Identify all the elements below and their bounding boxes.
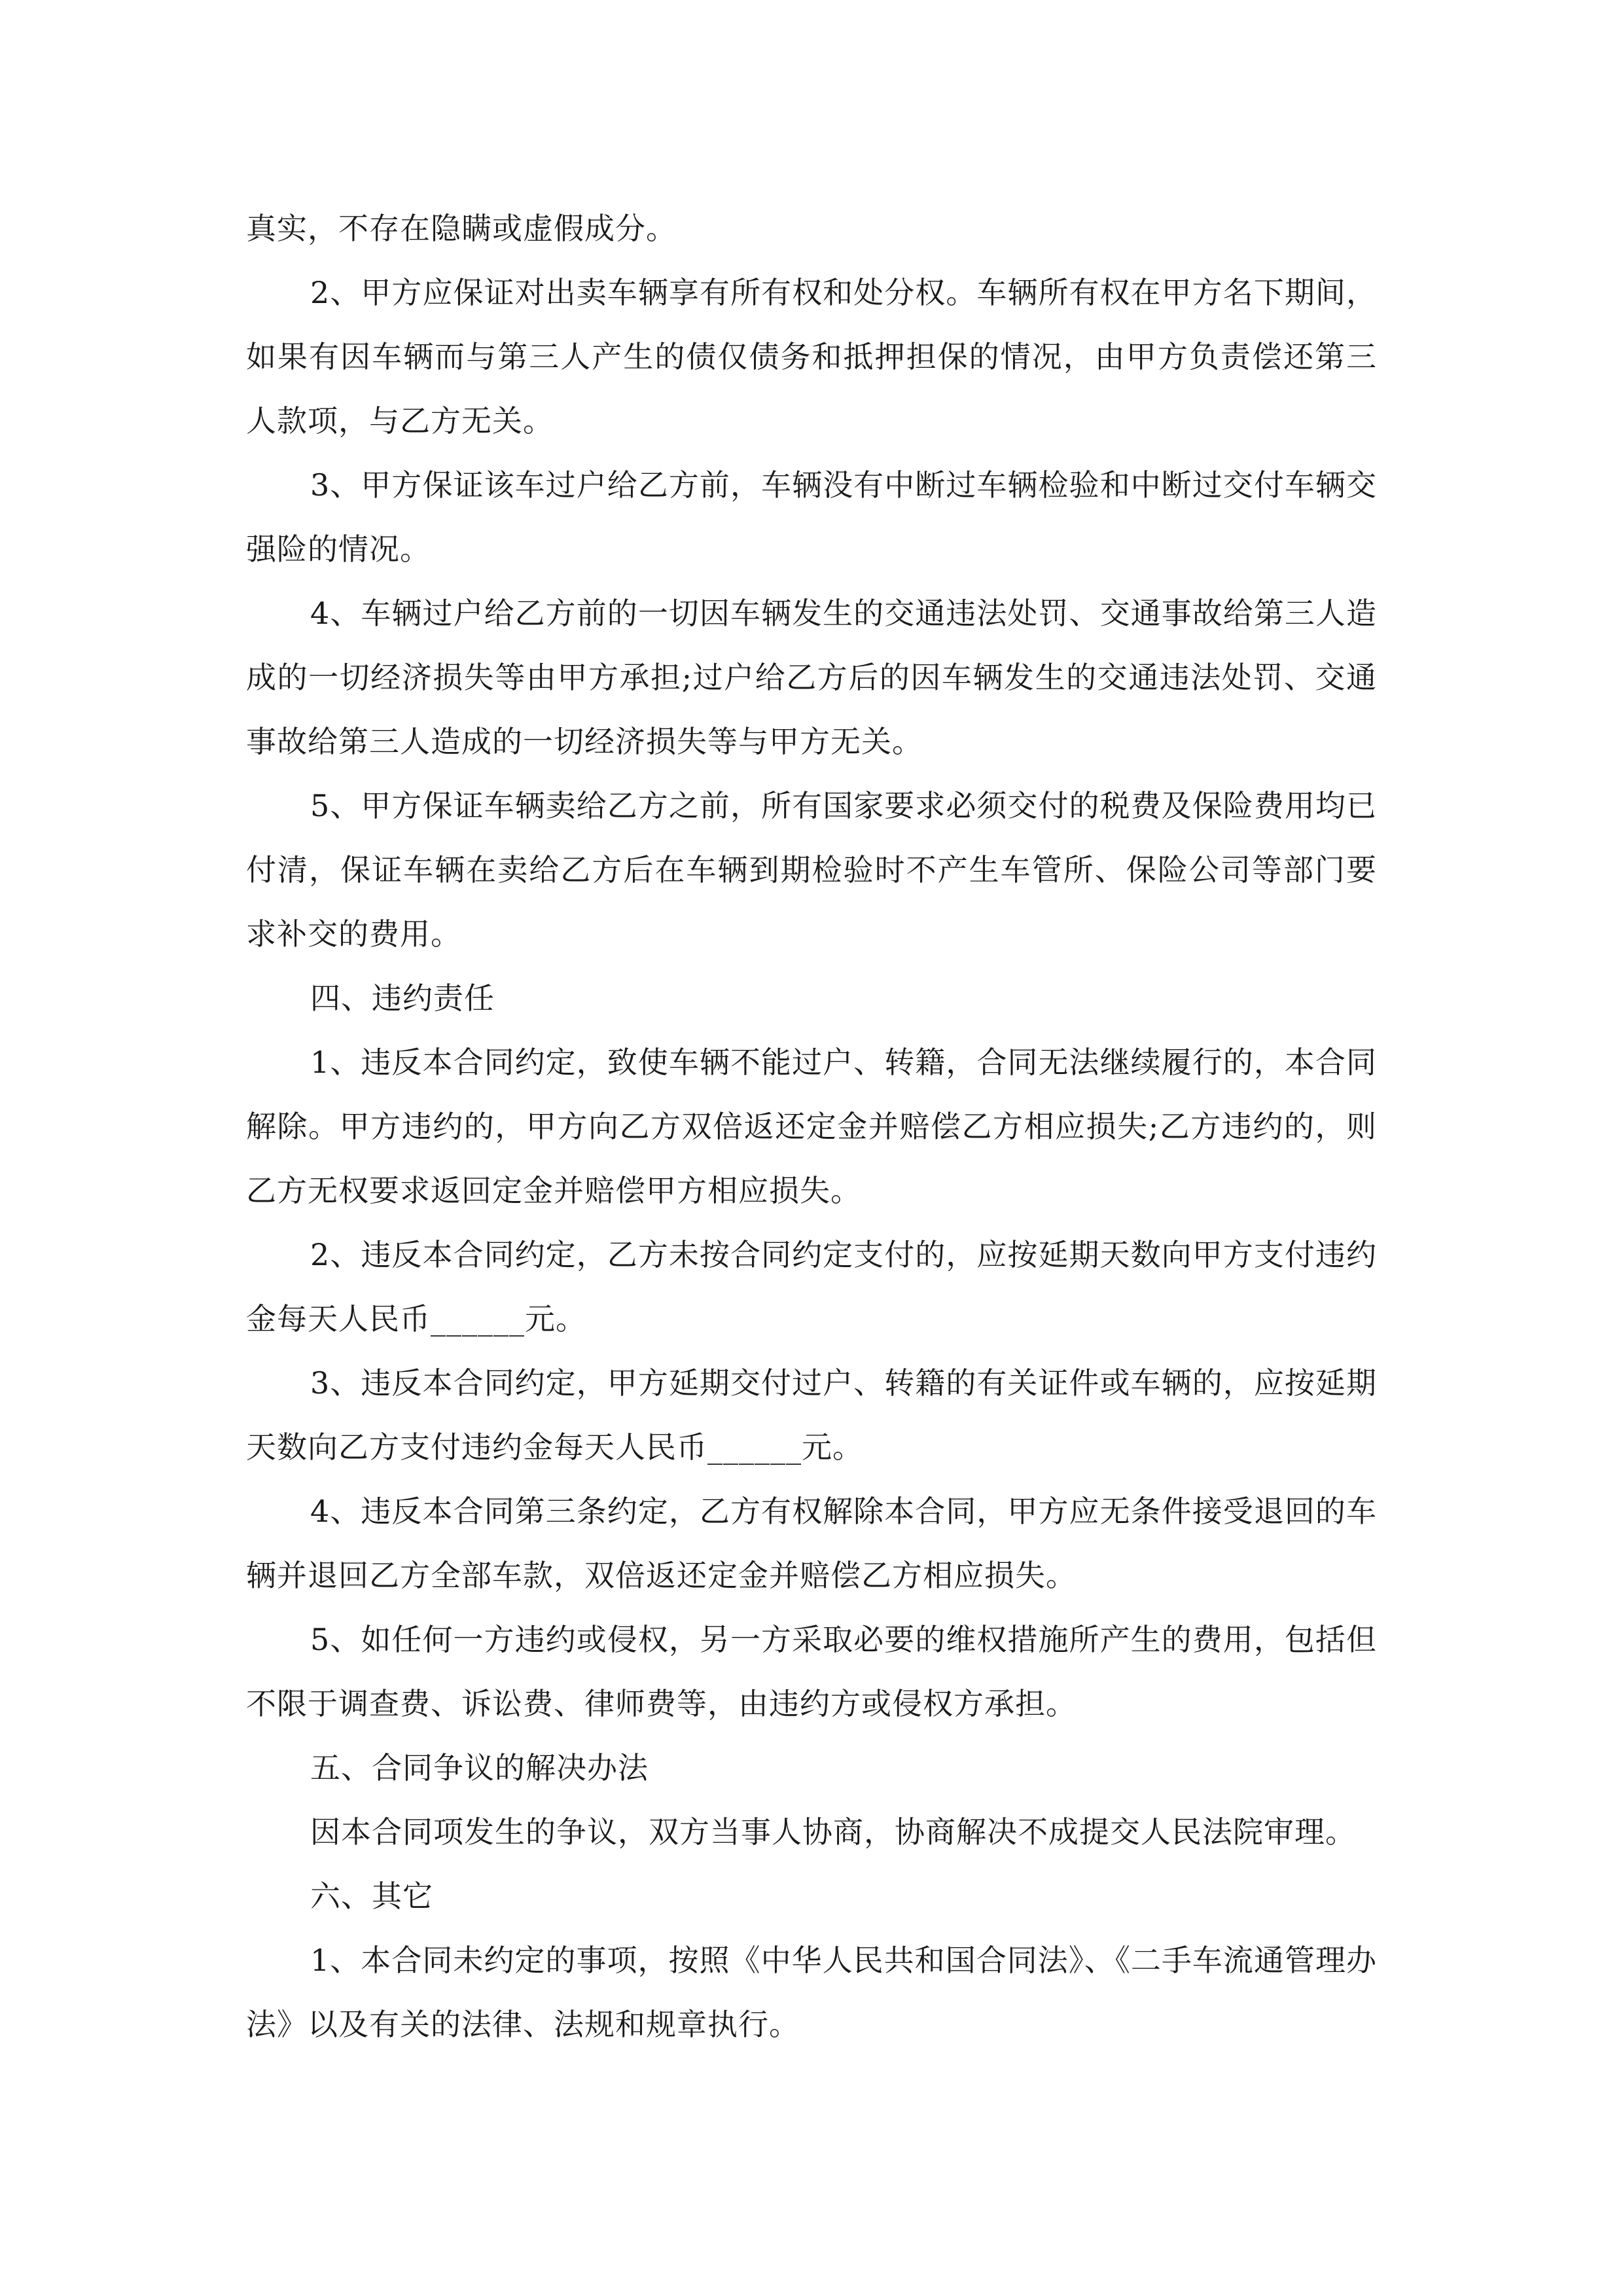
document-body (246, 196, 1377, 2056)
clause-4-3: 3、违反本合同约定，甲方延期交付过户、转籍的有关证件或车辆的，应按延期天数向乙方支付违约金每天人民币______元。 (246, 1365, 1377, 1465)
clause-3-2: 2、甲方应保证对出卖车辆享有所有权和处分权。车辆所有权在甲方名下期间，如果有因车辆而与第三人产生的债仅债务和抵押担保的情况，由甲方负责偿还第三人款项，与乙方无关。 (246, 275, 1377, 439)
clause-6-1: 1、本合同未约定的事项，按照《中华人民共和国合同法》、《二手车流通管理办法》以及有关的法律、法规和规章执行。 (246, 1943, 1377, 2042)
clause-4-1: 1、违反本合同约定，致使车辆不能过户、转籍，合同无法继续履行的，本合同解除。甲方违约的，甲方向乙方双倍返还定金并赔偿乙方相应损失;乙方违约的，则乙方无权要求返回定金并赔偿甲方相应损失。 (246, 1045, 1377, 1208)
clause-4-2: 2、违反本合同约定，乙方未按合同约定支付的，应按延期天数向甲方支付违约金每天人民币______元。 (246, 1237, 1377, 1336)
paragraph-continuation: 真实，不存在隐瞒或虚假成分。 (246, 211, 677, 246)
clause-5-text: 因本合同项发生的争议，双方当事人协商，协商解决不成提交人民法院审理。 (310, 1814, 1356, 1850)
clause-4-4: 4、违反本合同第三条约定，乙方有权解除本合同，甲方应无条件接受退回的车辆并退回乙方全部车款，双倍返还定金并赔偿乙方相应损失。 (246, 1494, 1377, 1593)
clause-3-4: 4、车辆过户给乙方前的一切因车辆发生的交通违法处罚、交通事故给第三人造成的一切经济损失等由甲方承担;过户给乙方后的因车辆发生的交通违法处罚、交通事故给第三人造成的一切经济损失等与甲方无关。 (246, 596, 1377, 759)
section-heading-4: 四、违约责任 (310, 980, 495, 1016)
clause-3-5: 5、甲方保证车辆卖给乙方之前，所有国家要求必须交付的税费及保险费用均已付清，保证车辆在卖给乙方后在车辆到期检验时不产生车管所、保险公司等部门要求补交的费用。 (246, 788, 1377, 952)
clause-4-5: 5、如任何一方违约或侵权，另一方采取必要的维权措施所产生的费用，包括但不限于调查费、诉讼费、律师费等，由违约方或侵权方承担。 (246, 1622, 1377, 1721)
section-heading-6: 六、其它 (310, 1878, 433, 1914)
clause-3-3: 3、甲方保证该车过户给乙方前，车辆没有中断过车辆检验和中断过交付车辆交强险的情况。 (246, 467, 1377, 567)
section-heading-5: 五、合同争议的解决办法 (310, 1750, 649, 1785)
